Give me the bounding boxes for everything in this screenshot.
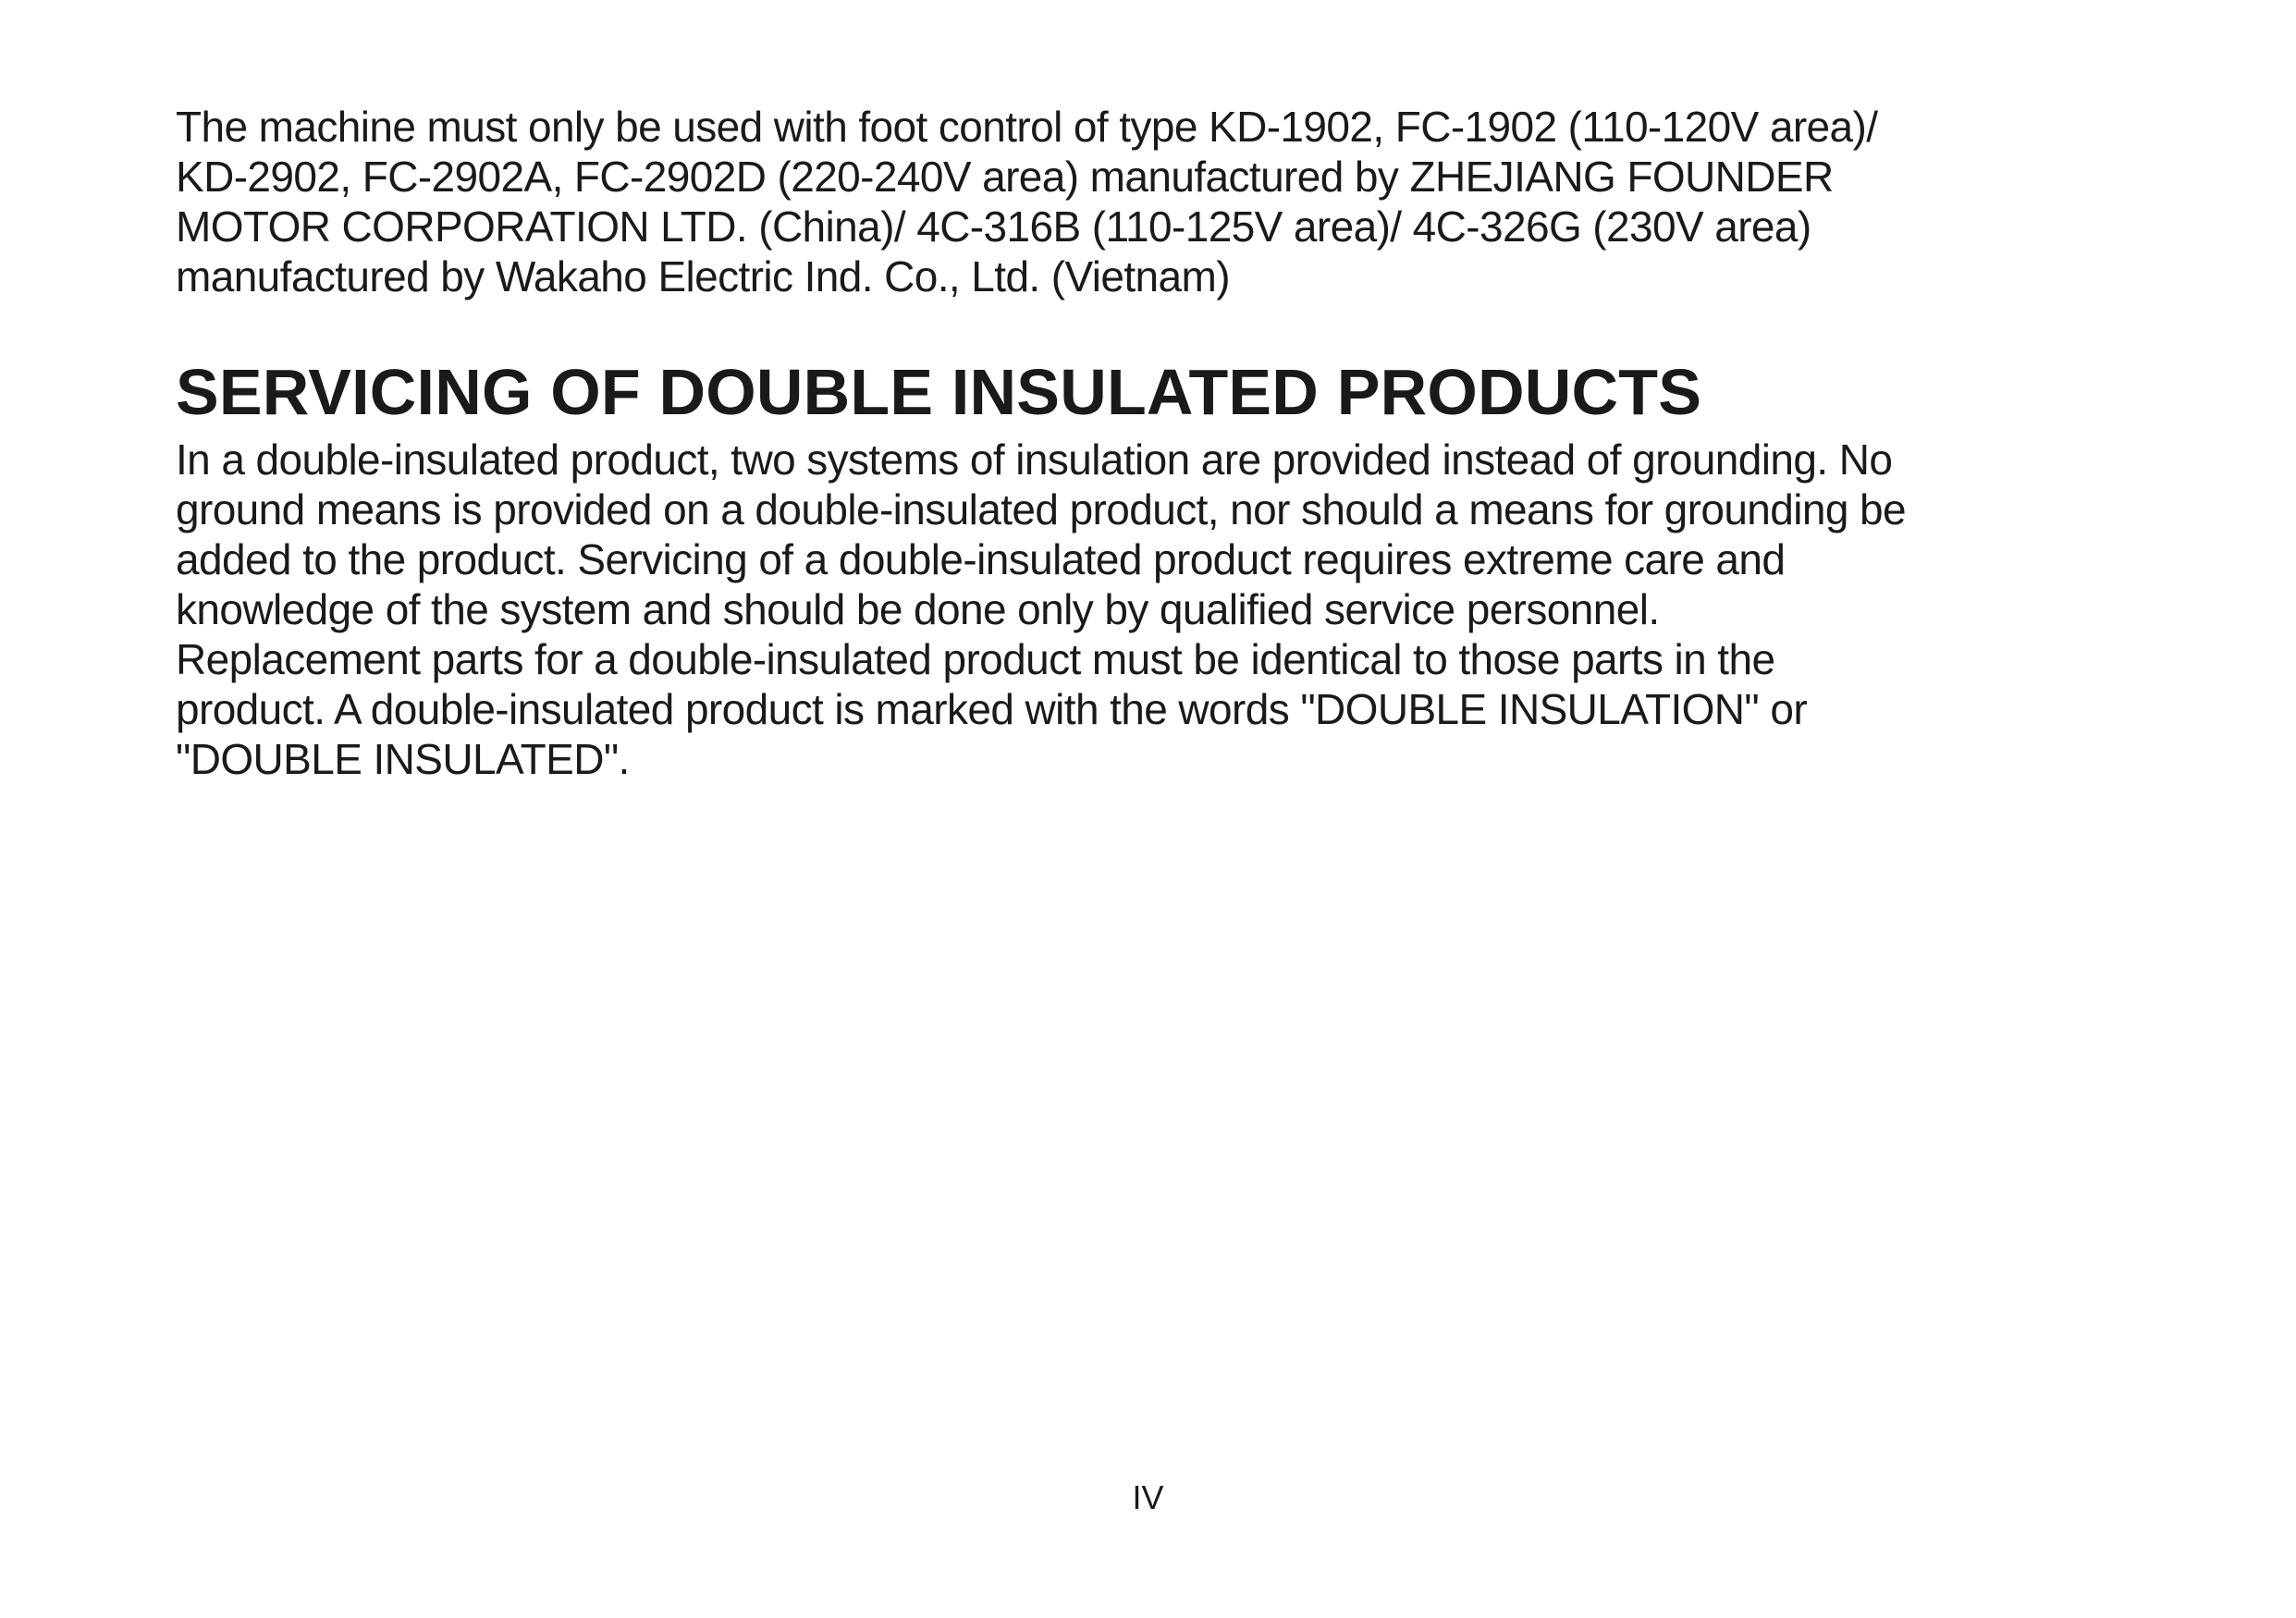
paragraph-line: ground means is provided on a double-insulated product, nor should a means for grounding be xyxy=(176,485,1906,533)
paragraph-line: "DOUBLE INSULATED". xyxy=(176,735,630,783)
page-number: IV xyxy=(1132,1478,1164,1516)
paragraph-line: added to the product. Servicing of a double-insulated product requires extreme care and xyxy=(176,535,1786,583)
paragraph-line: product. A double-insulated product is marked with the words "DOUBLE INSULATION" or xyxy=(176,685,1808,733)
paragraph-line: knowledge of the system and should be done only by qualified service personnel. xyxy=(176,585,1660,633)
paragraph-line: manufactured by Wakaho Electric Ind. Co., Ltd. (Vietnam) xyxy=(176,252,1230,300)
section-heading: SERVICING OF DOUBLE INSULATED PRODUCTS xyxy=(176,356,1702,428)
paragraph-line: Replacement parts for a double-insulated product must be identical to those parts in the xyxy=(176,635,1775,683)
paragraph-line: KD-2902, FC-2902A, FC-2902D (220-240V area) manufactured by ZHEJIANG FOUNDER xyxy=(176,153,1834,201)
paragraph-line: The machine must only be used with foot control of type KD-1902, FC-1902 (110-120V area)/ xyxy=(176,103,1878,151)
foot-control-paragraph xyxy=(176,102,2192,301)
paragraph-line: MOTOR CORPORATION LTD. (China)/ 4C-316B (110-125V area)/ 4C-326G (230V area) xyxy=(176,202,1811,251)
paragraph-line: In a double-insulated product, two systems of insulation are provided instead of grounding. No xyxy=(176,435,1893,484)
double-insulation-paragraph xyxy=(176,435,2192,784)
page-content xyxy=(176,102,2192,784)
